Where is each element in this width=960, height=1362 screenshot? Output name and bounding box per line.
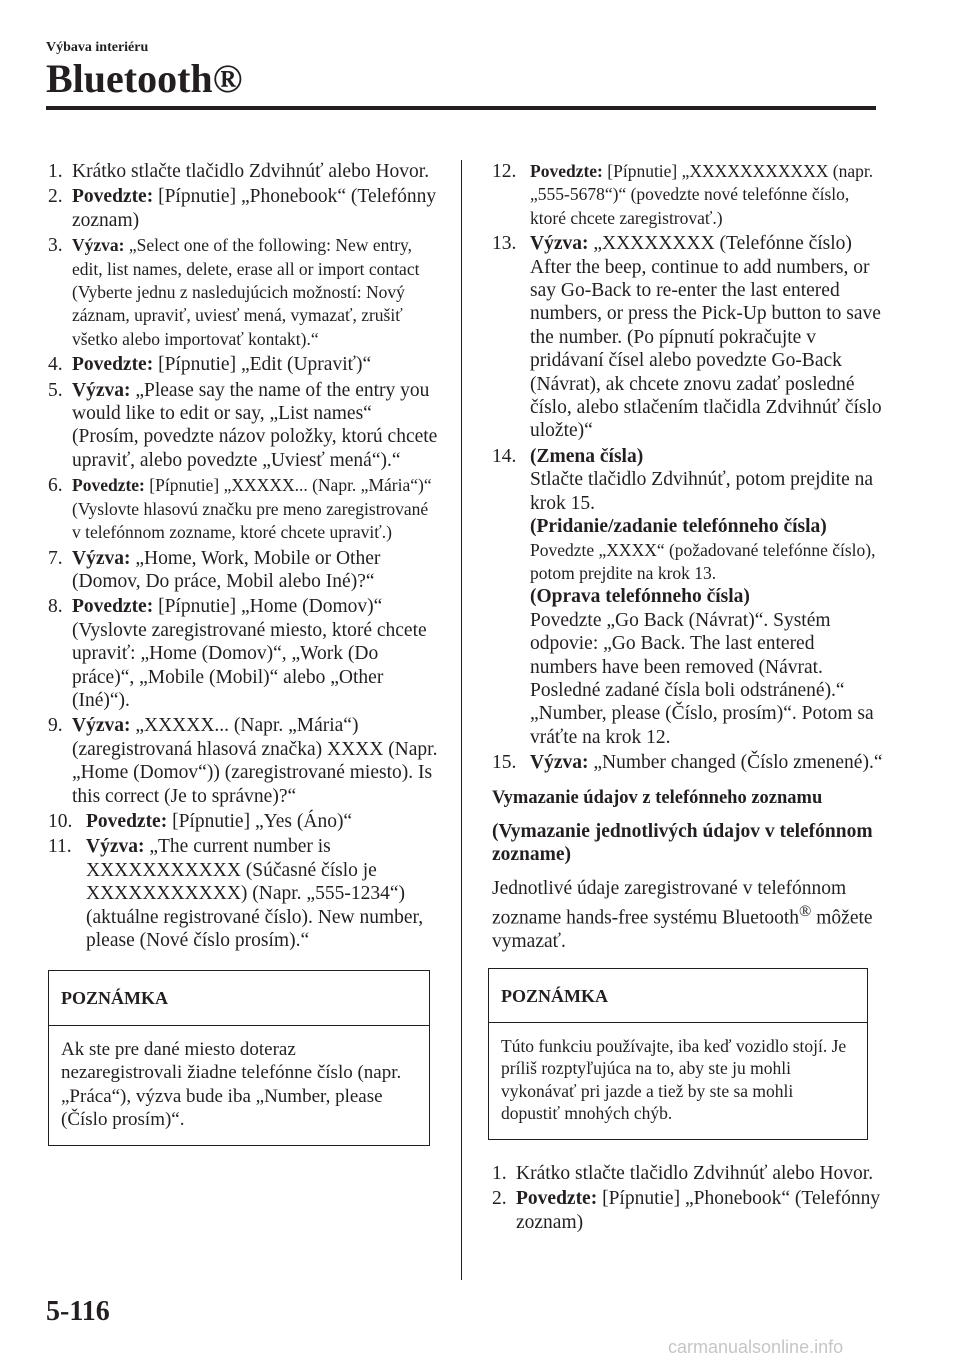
step-1: 1. Krátko stlačte tlačidlo Zdvihnúť alebo Hovor. bbox=[48, 161, 430, 182]
step-2-repeat: 2. Povedzte: [Pípnutie] „Phonebook“ (Telefónny zoznam) bbox=[492, 1188, 881, 1233]
step-1-repeat: 1. Krátko stlačte tlačidlo Zdvihnúť alebo Hovor. bbox=[492, 1162, 874, 1184]
intro-paragraph: Jednotlivé údaje zaregistrované v telefónnom zozname hands-free systému Bluetooth® môžete vymazať. bbox=[492, 877, 873, 953]
right-column bbox=[492, 160, 884, 1236]
subsection-heading: (Vymazanie jednotlivých údajov v telefónnom zozname) bbox=[492, 820, 873, 866]
step-6: 6. Povedzte: [Pípnutie] „XXXXX... (Napr. „Mária“)“ (Vyslovte hlasovú značku pre meno zaregistrované v telefónnom zozname, ktoré chcete upraviť.) bbox=[48, 475, 432, 543]
step-5: 5. Výzva: „Please say the name of the entry you would like to edit or say, „List names“ (Prosím, povedzte názov položky, ktorú chcete upraviť, alebo povedzte „Uviesť mená“).“ bbox=[48, 379, 438, 471]
add-number-heading: (Pridanie/zadanie telefónneho čísla) bbox=[530, 516, 827, 538]
step-13: 13. Výzva: „XXXXXXXX (Telefónne číslo) After the beep, continue to add numbers, or say Go-Back to re-enter the last entered numbers, or press the Pick-Up button to save the number. (Po pípnutí pokračujte v pridávaní čísel alebo povedzte Go-Back (Návrat), ak chcete znovu zadať posledné číslo, alebo stlačením tlačidla Zdvihnúť číslo uložte)“ bbox=[492, 233, 882, 442]
left-column bbox=[48, 160, 440, 1164]
title-rule bbox=[46, 106, 876, 110]
note-title: POZNÁMKA bbox=[49, 971, 429, 1025]
page-title: Bluetooth® bbox=[46, 56, 243, 101]
note-body: Túto funkciu používajte, iba keď vozidlo stojí. Je príliš rozptyľujúca na to, aby ste ju mohli vykonávať pri jazde a tiež by ste sa mohli dopustiť mnohých chýb. bbox=[501, 1035, 847, 1124]
note-title: POZNÁMKA bbox=[489, 969, 867, 1023]
note-box-right bbox=[488, 968, 868, 1140]
section-heading: Vymazanie údajov z telefónneho zoznamu bbox=[492, 787, 823, 808]
column-divider bbox=[461, 160, 462, 1280]
step-14: 14. (Zmena čísla) Stlačte tlačidlo Zdvihnúť, potom prejdite na krok 15. (Pridanie/zadanie telefónneho čísla) Povedzte „XXXX“ (požadované telefónne číslo), potom prejdite na krok 13. (Oprava telefónneho čísla) Povedzte „Go Back (Návrat)“. Systém odpovie: „Go Back. The last entered numbers have been removed (Návrat. Posledné zadané čísla boli odstránené).“ „Number, please (Číslo, prosím)“. Potom sa vráťte na krok 12. bbox=[492, 445, 884, 749]
note-box-left bbox=[48, 970, 430, 1146]
step-2: 2. Povedzte: [Pípnutie] „Phonebook“ (Telefónny zoznam) bbox=[48, 186, 437, 231]
step-10: 10. Povedzte: [Pípnutie] „Yes (Áno)“ bbox=[48, 810, 353, 832]
page-number: 5-116 bbox=[46, 1296, 110, 1327]
step-15: 15. Výzva: „Number changed (Číslo zmenené).“ bbox=[492, 752, 883, 774]
section-label: Výbava interiéru bbox=[46, 40, 149, 55]
watermark: carmanualsonline.info bbox=[668, 1337, 844, 1357]
change-number-heading: (Zmena čísla) bbox=[530, 445, 644, 467]
step-9: 9. Výzva: „XXXXX... (Napr. „Mária“) (zaregistrovaná hlasová značka) XXXX (Napr. „Home (Domov“)) (zaregistrované miesto). Is this correct (Je to správne)?“ bbox=[48, 715, 438, 807]
step-8: 8. Povedzte: [Pípnutie] „Home (Domov)“ (Vyslovte zaregistrované miesto, ktoré chcete upraviť: „Home (Domov)“, „Work (Do práce)“, „Mobile (Mobil)“ alebo „Other (Iné)“). bbox=[48, 596, 427, 711]
correct-number-heading: (Oprava telefónneho čísla) bbox=[530, 586, 750, 608]
step-4: 4. Povedzte: [Pípnutie] „Edit (Upraviť)“ bbox=[48, 354, 372, 376]
note-body: Ak ste pre dané miesto doteraz nezaregistrovali žiadne telefónne číslo (napr. „Práca“), výzva bude iba „Number, please (Číslo prosím)“. bbox=[61, 1038, 402, 1131]
step-3: 3. Výzva: „Select one of the following: New entry, edit, list names, delete, erase all or import contact (Vyberte jednu z nasledujúcich možností: Nový záznam, upraviť, uviesť mená, vymazať, zrušiť všetko alebo importovať kontakt).“ bbox=[48, 235, 420, 349]
step-7: 7. Výzva: „Home, Work, Mobile or Other (Domov, Do práce, Mobil alebo Iné)?“ bbox=[48, 547, 381, 592]
step-11: 11. Výzva: „The current number is XXXXXXXXXXX (Súčasné číslo je XXXXXXXXXXX) (Napr. „555-1234“) (aktuálne registrované číslo). New number, please (Nové číslo prosím).“ bbox=[48, 836, 424, 951]
step-12: 12. Povedzte: [Pípnutie] „XXXXXXXXXXX (napr. „555-5678“)“ (povedzte nové telefónne číslo, ktoré chcete zaregistrovať.) bbox=[492, 161, 874, 228]
